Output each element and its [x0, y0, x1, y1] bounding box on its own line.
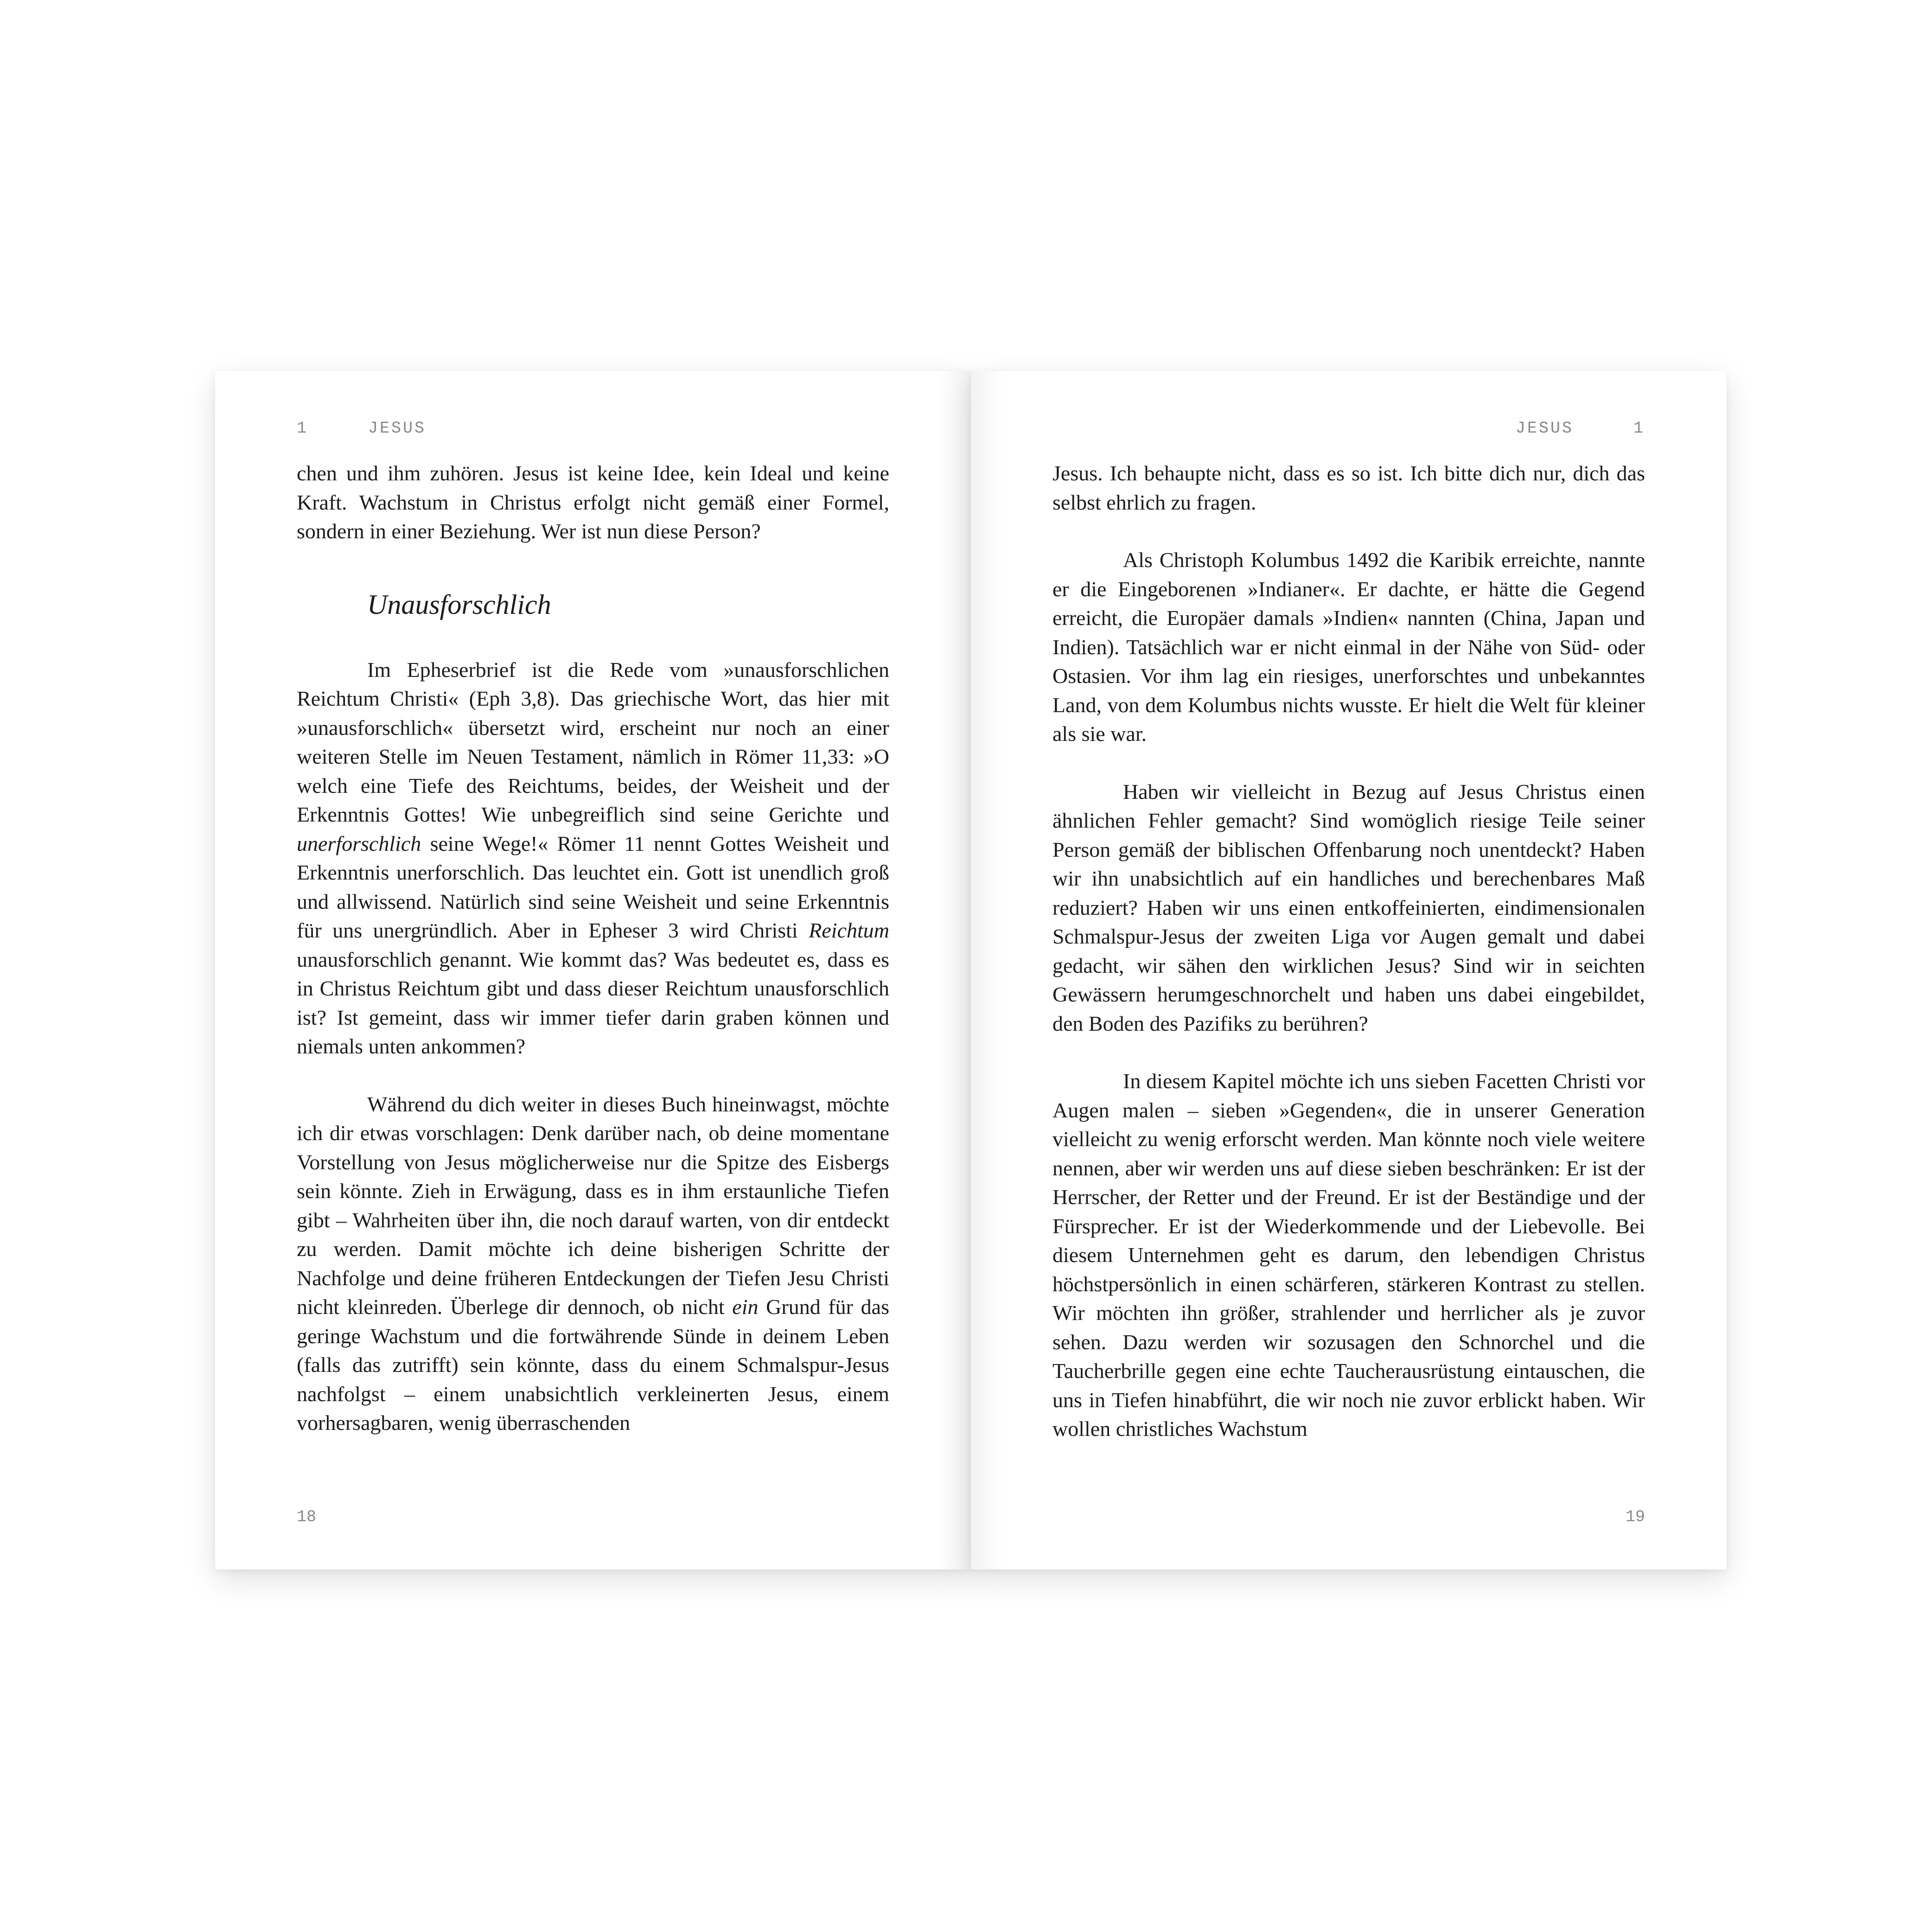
gutter-shadow	[971, 371, 1003, 1569]
running-head-chapter-number: 1	[1633, 419, 1645, 438]
right-text-block	[1052, 459, 1645, 1444]
gutter-shadow	[938, 371, 971, 1569]
page-number: 18	[297, 1508, 317, 1526]
emphasis: ein	[732, 1295, 759, 1319]
paragraph: Jesus. Ich behaupte nicht, dass es so ist. Ich bitte dich nur, dich das selbst ehrlich zu fragen.	[1052, 461, 1645, 514]
page-number: 19	[1625, 1508, 1645, 1526]
left-page	[215, 371, 971, 1569]
paragraph: Als Christoph Kolumbus 1492 die Karibik erreichte, nannte er die Eingeborenen »Indianer«. Er dachte, er hätte die Gegend erreicht, die Europäer damals »Indien« nannten (China, Japan und Indien). Tatsächlich war er nicht einmal in der Nähe von Süd- oder Ostasien. Vor ihm lag ein riesiges, unerforschtes und unbekanntes Land, von dem Kolumbus nichts wusste. Er hielt die Welt für kleiner als sie war.	[1052, 548, 1645, 746]
right-page	[971, 371, 1727, 1569]
paragraph: chen und ihm zuhören. Jesus ist keine Idee, kein Ideal und keine Kraft. Wachstum in Christus erfolgt nicht gemäß einer Formel, sondern in einer Beziehung. Wer ist nun diese Person?	[297, 461, 889, 543]
paragraph: Haben wir vielleicht in Bezug auf Jesus Christus einen ähnlichen Fehler gemacht? Sind womöglich riesige Teile seiner Person gemäß der biblischen Offenbarung noch unentdeckt? Haben wir ihn unabsichtlich auf ein handliches und berechenbares Maß reduziert? Haben wir uns einen entkoffeinierten, eindimensionalen Schmalspur-Jesus der zweiten Liga vor Augen gemalt und dabei gedacht, wir sähen den wirklichen Jesus? Sind wir in seichten Gewässern herumgeschnorchelt und haben uns dabei eingebildet, den Boden des Pazifiks zu berühren?	[1052, 779, 1645, 1035]
emphasis: unerforschlich	[297, 831, 421, 855]
running-head-title: JESUS	[368, 419, 427, 438]
text-run: Im Epheserbrief ist die Rede vom »unausforschlichen Reichtum Christi« (Eph 3,8). Das griechische Wort, das hier mit »unausforschlich« übersetzt wird, erscheint nur noch an einer weiteren Stelle im Neuen Testament, nämlich in Römer 11,33: »O welch eine Tiefe des Reichtums, beides, der Weisheit und der Erkenntnis Gottes! Wie unbegreiflich sind seine Gerichte und	[297, 657, 889, 826]
text-run: unausforschlich genannt. Wie kommt das? Was bedeutet es, dass es in Christus Reichtum gibt und dass dieser Reichtum unausforschlich ist? Ist gemeint, dass wir immer tiefer darin graben können und niemals unten ankommen?	[297, 947, 889, 1058]
paragraph: In diesem Kapitel möchte ich uns sieben Facetten Christi vor Augen malen – sieben »Gegenden«, die in unserer Generation vielleicht zu wenig erforscht werden. Man könnte noch viele weitere nennen, aber wir werden uns auf diese sieben beschränken: Er ist der Herrscher, der Retter und der Freund. Er ist der Beständige und der Fürsprecher. Er ist der Wiederkommende und der Liebevolle. Bei diesem Unternehmen geht es darum, den lebendigen Christus höchstpersönlich in einen schärferen, stärkeren Kontrast zu stellen. Wir möchten ihn größer, strahlender und herrlicher als je zuvor sehen. Dazu werden wir sozusagen den Schnorchel und die Taucherbrille gegen eine echte Taucherausrüstung eintauschen, die uns in Tiefen hinabführt, die wir noch nie zuvor erblickt haben. Wir wollen christliches Wachstum	[1052, 1069, 1645, 1441]
section-heading: Unausforschlich	[367, 589, 551, 620]
paragraph	[297, 656, 889, 1061]
running-head-title: JESUS	[1515, 419, 1574, 438]
text-run: Grund für das geringe Wachstum und die fortwährende Sünde in deinem Leben (falls das zutrifft) sein könnte, dass du einem Schmalspur-Jesus nachfolgst – einem unabsichtlich verkleinerten Jesus, einem vorhersagbaren, wenig überraschenden	[297, 1295, 889, 1435]
left-text-block	[297, 459, 889, 1438]
paragraph	[297, 1090, 889, 1438]
text-run: seine Wege!« Römer 11 nennt Gottes Weisheit und Erkenntnis unerforschlich. Das leuchtet ein. Gott ist unendlich groß und allwissend. Natürlich sind seine Weisheit und seine Erkenntnis für uns unergründlich. Aber in Epheser 3 wird Christi	[297, 831, 889, 942]
running-head-chapter-number: 1	[297, 419, 309, 438]
emphasis: Reichtum	[809, 918, 889, 942]
text-run: Während du dich weiter in dieses Buch hineinwagst, möchte ich dir etwas vorschlagen: Denk darüber nach, ob deine momentane Vorstellung von Jesus möglicherweise nur die Spitze des Eisbergs sein könnte. Zieh in Erwägung, dass es in ihm erstaunliche Tiefen gibt – Wahrheiten über ihn, die noch darauf warten, von dir entdeckt zu werden. Damit möchte ich deine bisherigen Schritte der Nachfolge und deine früheren Entdeckungen der Tiefen Jesu Christi nicht kleinreden. Überlege dir dennoch, ob nicht	[297, 1092, 889, 1319]
